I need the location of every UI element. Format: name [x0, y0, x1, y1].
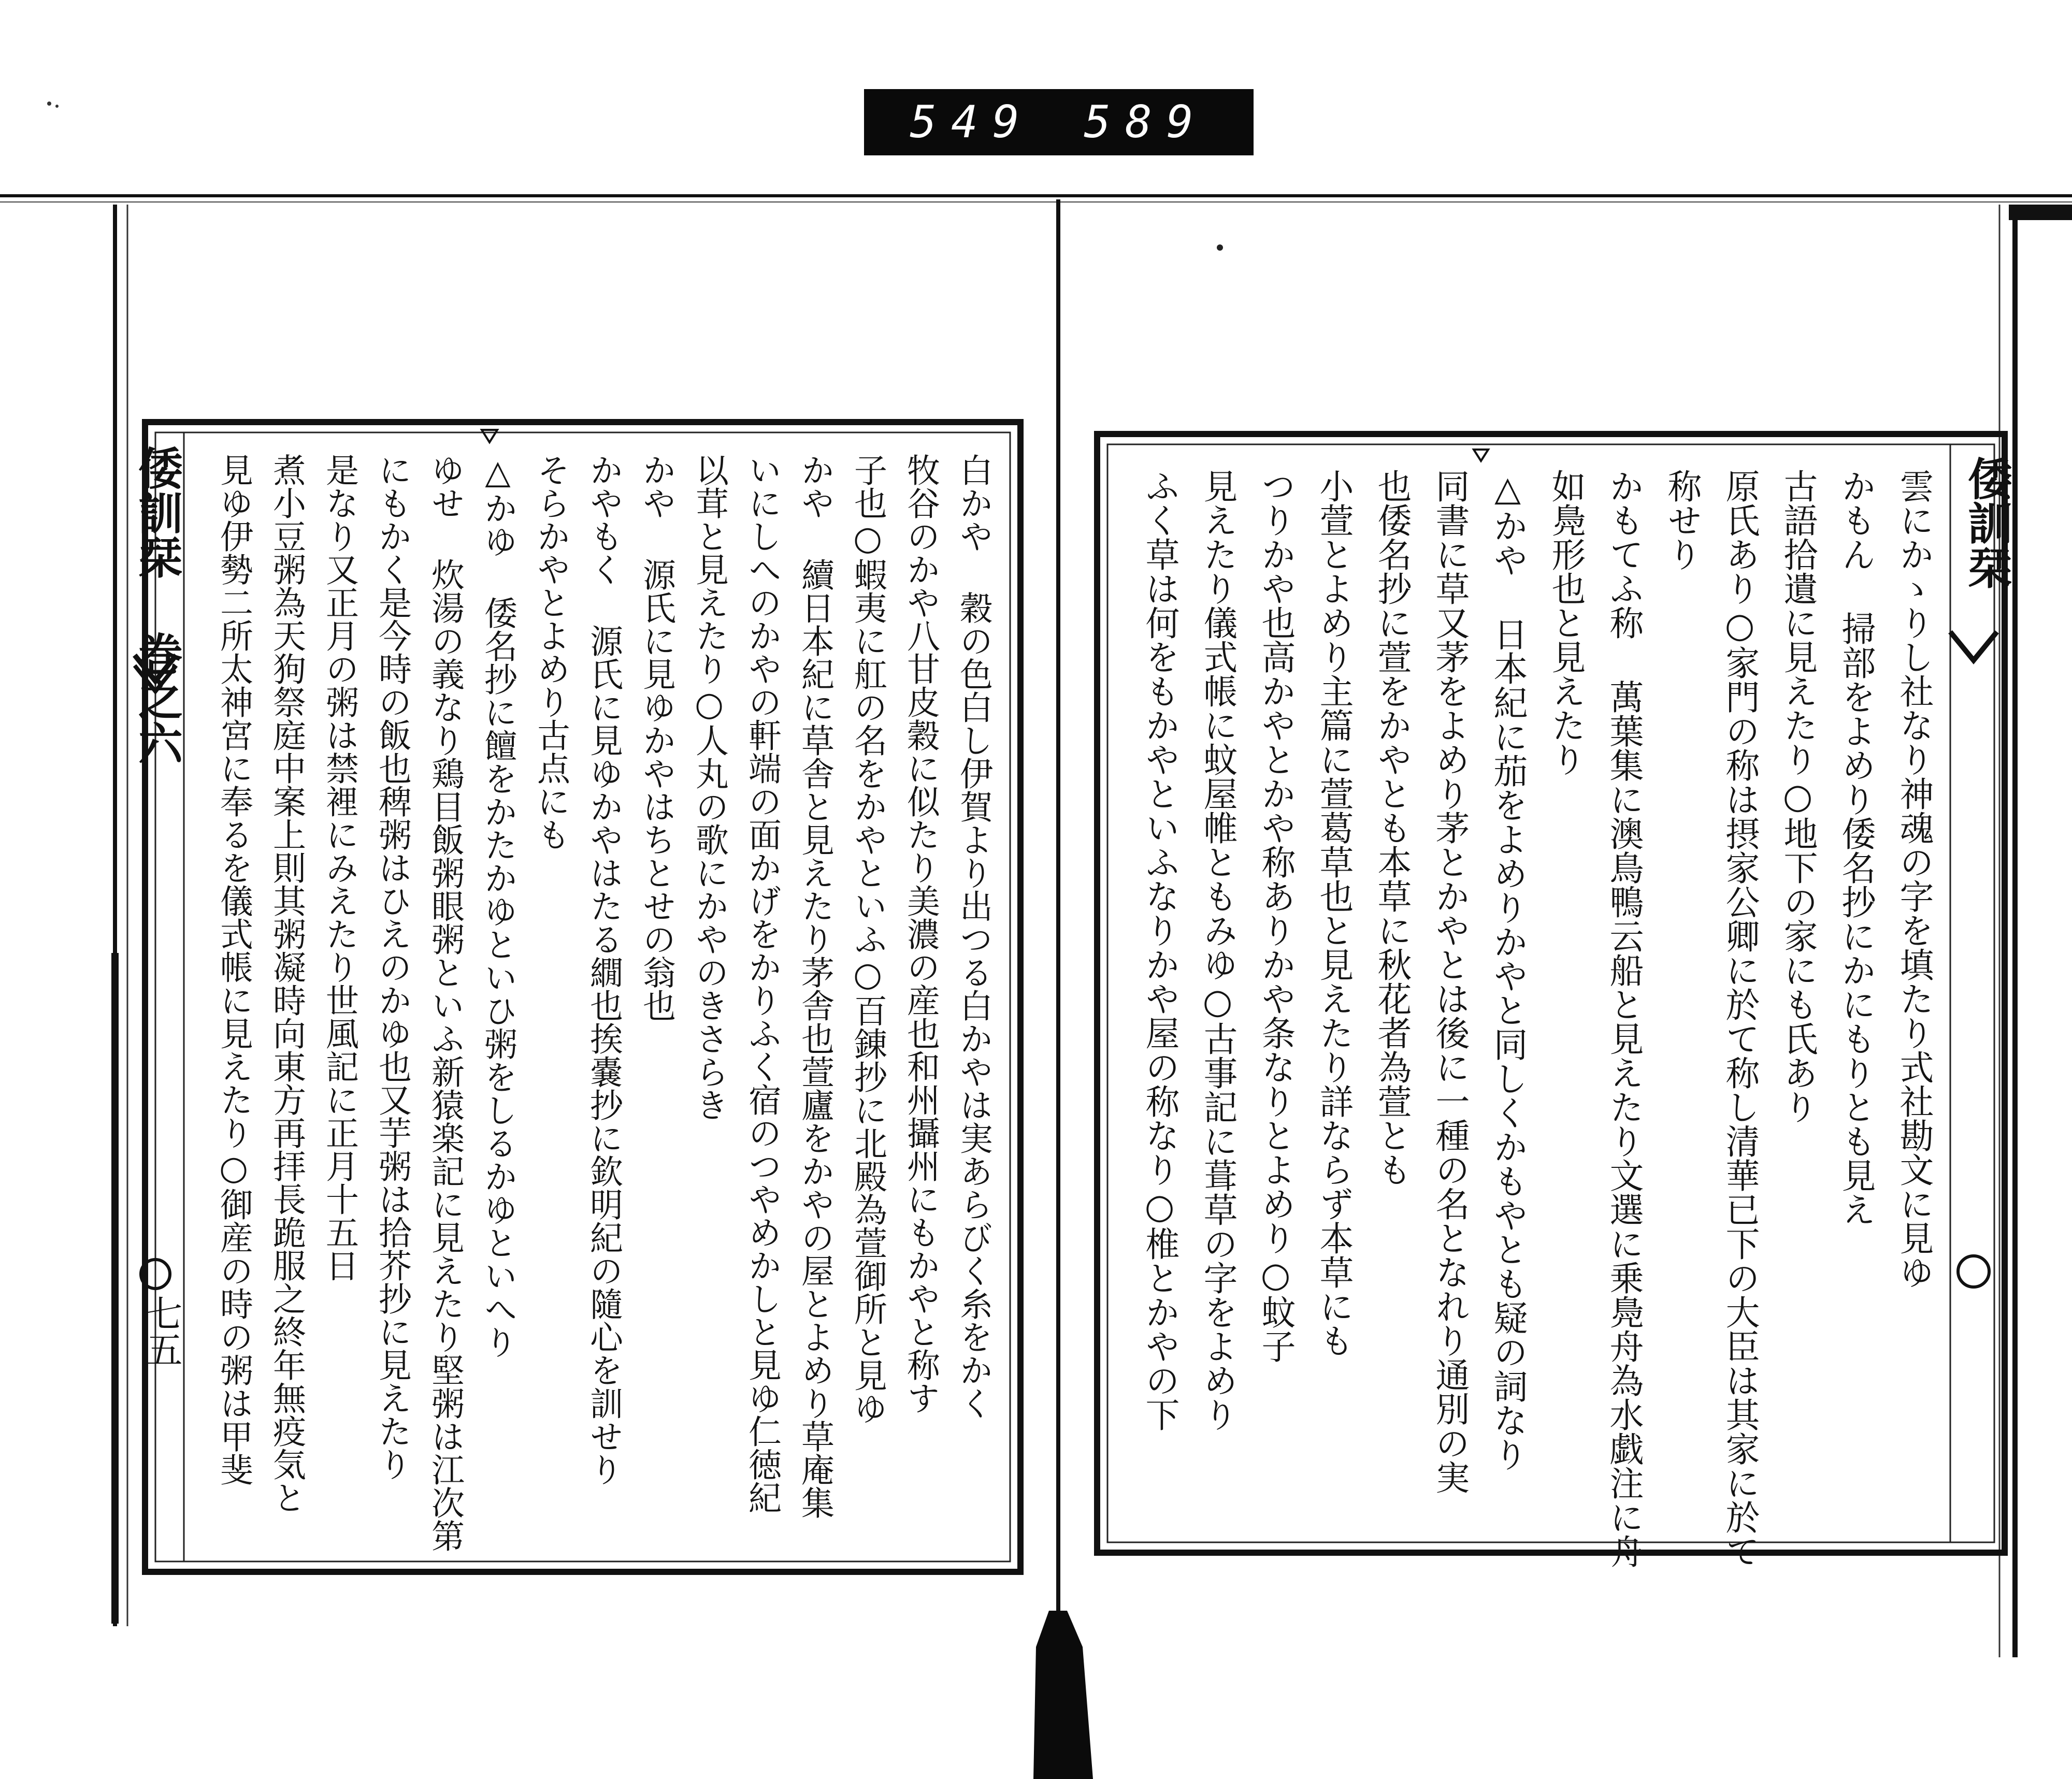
- text-column: かや 續日本紀に草舎と見えたり茅舎也萱廬をかやの屋とよめり草庵集: [796, 453, 834, 1519]
- text-column: 見えたり儀式帳に蚊屋帷ともみゆ○古事記に葺草の字をよめり: [1198, 469, 1238, 1431]
- text-column: かもてふ称 萬葉集に澳鳥鴨云船と見えたり文選に乗鳧舟為水戯注に舟: [1604, 469, 1644, 1568]
- scan-speck: [55, 105, 59, 108]
- left-page-running-header: 倭訓栞 巻之六: [131, 445, 183, 765]
- film-frame-label: [864, 89, 1254, 155]
- right-page-text: [1127, 469, 1942, 1568]
- film-number-right: 589: [1084, 96, 1208, 148]
- left-page-text: [192, 453, 1000, 1551]
- text-column: 雲にかゝりし社なり神魂の字を填たり式社勘文に見ゆ: [1894, 469, 1934, 1289]
- text-column: 如鳧形也と見えたり: [1546, 469, 1586, 776]
- text-column: △かゆ 倭名抄に饘をかたかゆといひ粥をしるかゆといへり: [479, 453, 517, 1358]
- text-column: にもかく是今時の飯也稗粥はひえのかゆ也又芋粥は拾芥抄に見えたり: [373, 453, 411, 1481]
- film-number-left: 549: [910, 96, 1034, 148]
- text-column: そらかやとよめり古点にも: [531, 453, 570, 851]
- section-mark-triangle: [1474, 450, 1488, 461]
- text-column: かもん 掃部をよめり倭名抄にかにもりとも見え: [1836, 469, 1876, 1226]
- text-column: 古語拾遺に見えたり○地下の家にも氏あり: [1778, 469, 1818, 1124]
- text-column: 原氏あり○家門の称は摂家公卿に於て称し清華已下の大臣は其家に於て: [1720, 469, 1760, 1568]
- text-column: 牧谷のかや八甘皮穀に似たり美濃の産也和州攝州にもかやと称す: [901, 453, 940, 1414]
- gutter-shadow: [1033, 1611, 1093, 1779]
- text-column: 是なり又正月の粥は禁裡にみえたり世風記に正月十五日: [320, 453, 358, 1282]
- text-column: △かや 日本紀に茄をよめりかやと同しくかもやとも疑の詞なり: [1488, 469, 1528, 1471]
- text-column: 見ゆ伊勢二所太神宮に奉るを儀式帳に見えたり○御産の時の粥は甲斐: [214, 453, 253, 1486]
- text-column: いにしへのかやの軒端の面かげをかりふく宿のつやめかしと見ゆ仁徳紀: [743, 453, 781, 1514]
- text-column: 白かや 穀の色白し伊賀より出つる白かやは実あらびく糸をかく: [954, 453, 992, 1420]
- text-column: 以茸と見えたり○人丸の歌にかやのきさらき: [690, 453, 728, 1121]
- text-column: かやもく 源氏に見ゆかやはたる繝也挨嚢抄に欽明紀の隨心を訓せり: [584, 453, 623, 1486]
- text-column: 称せり: [1662, 469, 1702, 571]
- text-column: かや 源氏に見ゆかやはちとせの翁也: [637, 453, 675, 1022]
- text-column: 也倭名抄に萱をかやとも本草に秋花者為萱とも: [1372, 469, 1412, 1187]
- scan-speck: [1217, 244, 1223, 251]
- text-column: ゆせ 炊湯の義なり鶏目飯粥眼粥といふ新猿楽記に見えたり堅粥は江次第: [426, 453, 464, 1552]
- scan-speck: [47, 102, 51, 106]
- right-top-corner-shadow: [2009, 205, 2072, 220]
- left-page-folio: 七五: [140, 1295, 183, 1367]
- text-column: ふく草は何をもかやといふなりかや屋の称なり○椎とかやの下: [1140, 469, 1179, 1431]
- text-column: 同書に草又茅をよめり茅とかやとは後に一種の名となれり通別の実: [1430, 469, 1470, 1494]
- right-fishtail-circle: [1958, 1256, 1989, 1287]
- text-column: つりかや也高かやとかや称ありかや条なりとよめり○蚊子: [1256, 469, 1296, 1363]
- right-page-running-header: 倭訓栞: [1960, 456, 2012, 589]
- text-column: 子也○蝦夷に舡の名をかやといふ○百錬抄に北殿為萱御所と見ゆ: [848, 453, 887, 1425]
- text-column: 小萱とよめり主篇に萱葛草也と見えたり詳ならず本草にも: [1314, 469, 1354, 1357]
- text-column: 煮小豆粥為天狗祭庭中案上則其粥凝時向東方再拝長跪服之終年無疫気と: [267, 453, 306, 1514]
